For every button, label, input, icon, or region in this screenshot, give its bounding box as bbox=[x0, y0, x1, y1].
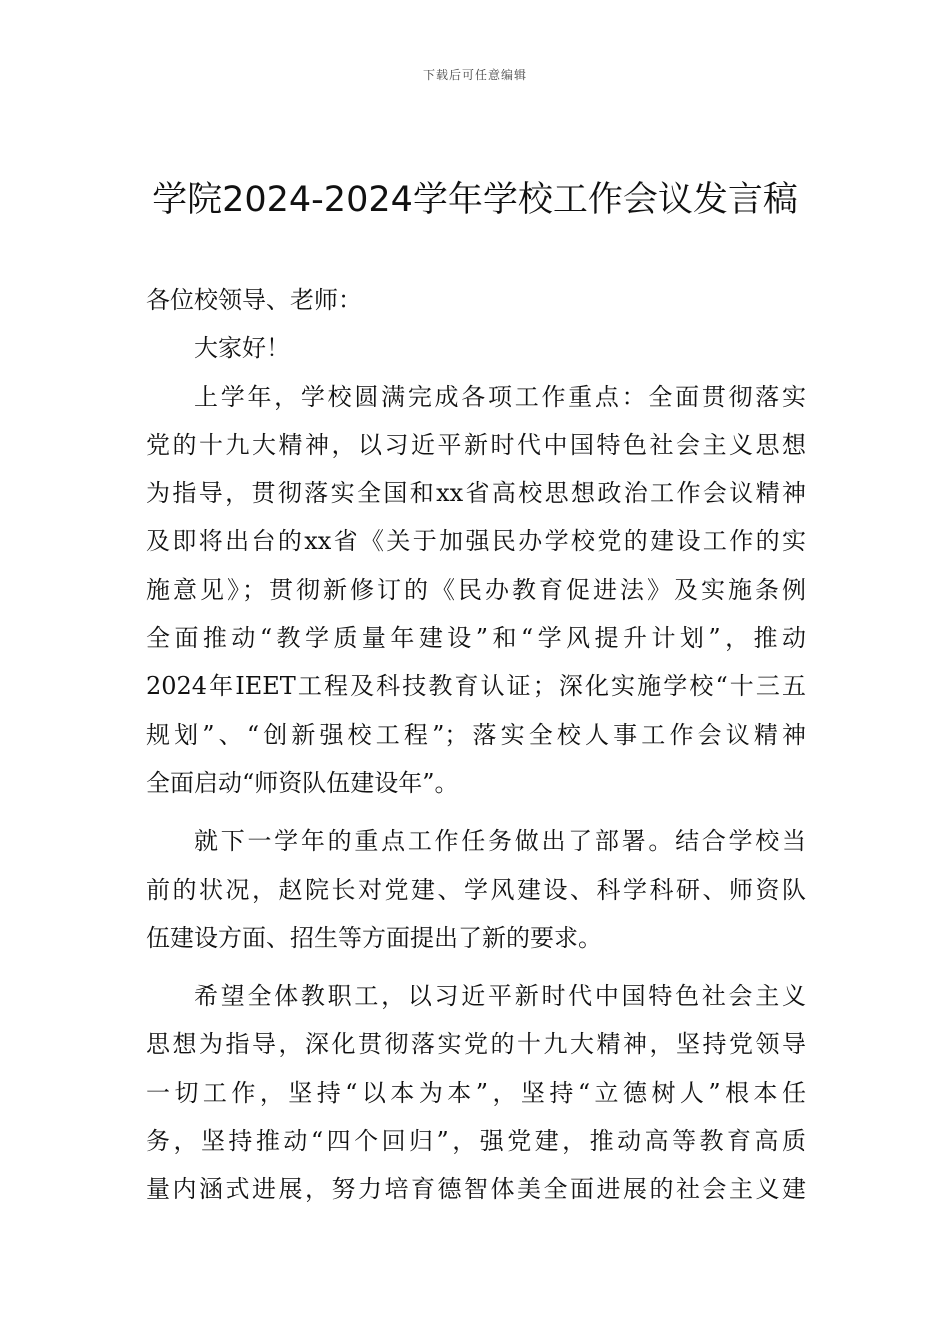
paragraph-line: 就下一学年的重点工作任务做出了部署。结合学校当 bbox=[194, 827, 806, 856]
paragraph-line: 及即将出台的xx省《关于加强民办学校党的建设工作的实 bbox=[146, 527, 806, 556]
paragraph-2 bbox=[146, 817, 806, 962]
paragraph-line: 前的状况，赵院长对党建、学风建设、科学科研、师资队 bbox=[146, 875, 806, 904]
paragraph-line: 一切工作，坚持“以本为本”，坚持“立德树人”根本任 bbox=[146, 1078, 806, 1107]
greeting: 大家好！ bbox=[194, 334, 290, 363]
paragraph-gap bbox=[146, 962, 806, 972]
paragraph-line: 全面启动“师资队伍建设年”。 bbox=[146, 768, 459, 797]
paragraph-line: 规划”、“创新强校工程”；落实全校人事工作会议精神 bbox=[146, 720, 806, 749]
paragraph-line: 上学年，学校圆满完成各项工作重点：全面贯彻落实 bbox=[194, 382, 806, 411]
paragraph-line: 为指导，贯彻落实全国和xx省高校思想政治工作会议精神 bbox=[146, 479, 806, 508]
paragraph-line: 务，坚持推动“四个回归”，强党建，推动高等教育高质 bbox=[146, 1127, 806, 1156]
paragraph-gap bbox=[146, 807, 806, 817]
header-note: 下载后可任意编辑 bbox=[422, 68, 527, 82]
salutation: 各位校领导、老师： bbox=[146, 286, 362, 314]
paragraph-line: 全面推动“教学质量年建设”和“学风提升计划”，推动 bbox=[146, 624, 806, 653]
paragraph-3 bbox=[146, 972, 806, 1213]
document-body bbox=[146, 276, 806, 1214]
paragraph-line: 党的十九大精神，以习近平新时代中国特色社会主义思想 bbox=[146, 430, 806, 459]
paragraph-line: 思想为指导，深化贯彻落实党的十九大精神，坚持党领导 bbox=[146, 1030, 806, 1059]
paragraph-line: 量内涵式进展，努力培育德智体美全面进展的社会主义建 bbox=[146, 1175, 806, 1204]
paragraph-line: 2024年IEET工程及科技教育认证；深化实施学校“十三五 bbox=[146, 672, 806, 701]
paragraph-line: 施意见》；贯彻新修订的《民办教育促进法》及实施条例 bbox=[146, 575, 806, 604]
paragraph-1 bbox=[146, 373, 806, 808]
document-title: 学院2024-2024学年学校工作会议发言稿 bbox=[152, 180, 798, 220]
paragraph-line: 希望全体教职工，以习近平新时代中国特色社会主义 bbox=[194, 982, 806, 1011]
paragraph-line: 伍建设方面、招生等方面提出了新的要求。 bbox=[146, 923, 602, 952]
